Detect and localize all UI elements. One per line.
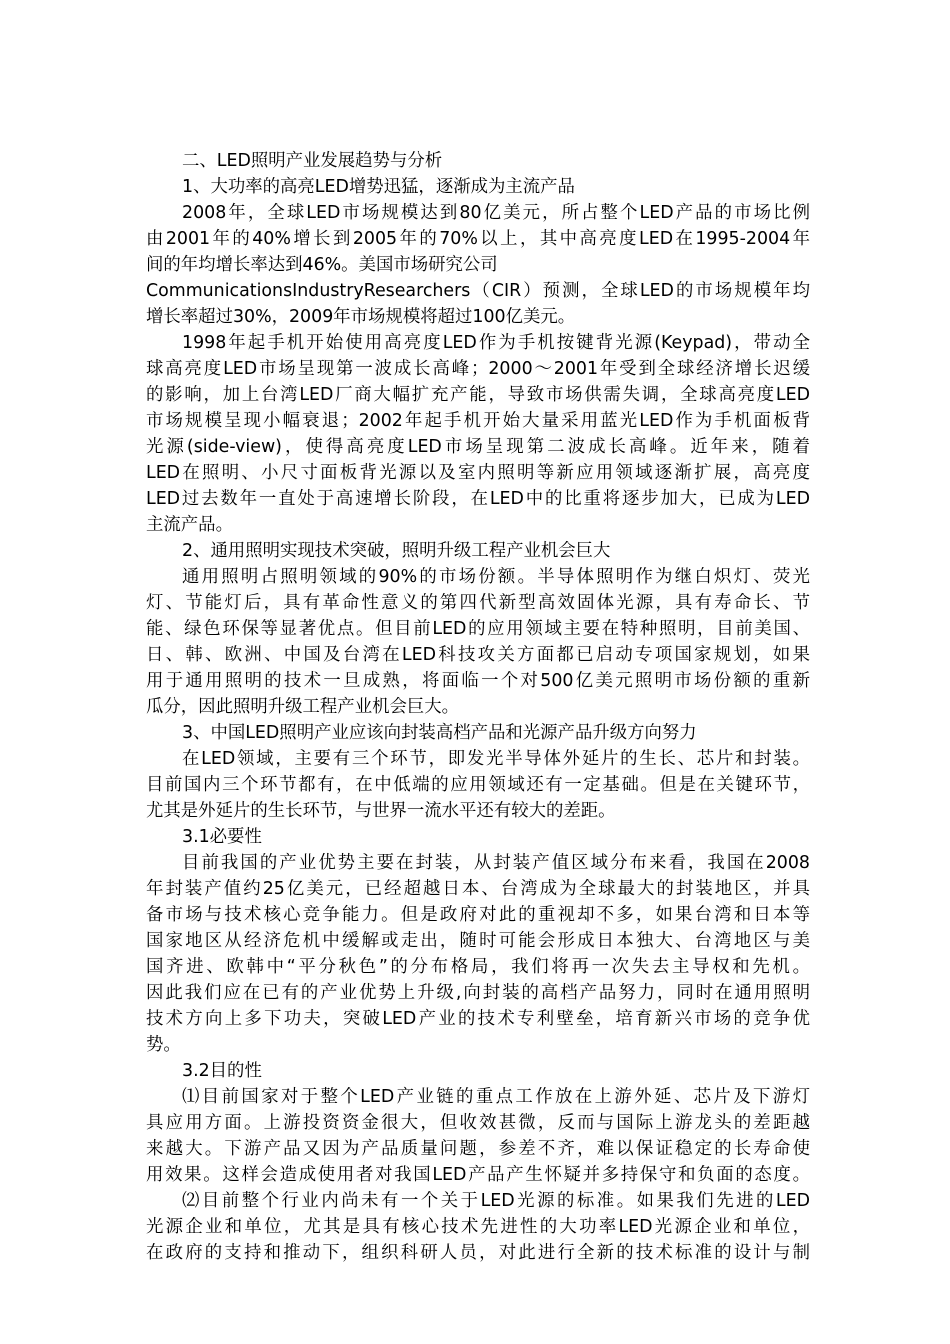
text-line: 在LED领域，主要有三个环节，即发光半导体外延片的生长、芯片和封装。: [182, 749, 810, 769]
text-line: 光源(side-view)，使得高亮度LED市场呈现第二波成长高峰。近年来，随着: [146, 437, 810, 457]
text-line: ⑴目前国家对于整个LED产业链的重点工作放在上游外延、芯片及下游灯: [182, 1087, 810, 1107]
text-line: CommunicationsIndustryResearchers（CIR）预测，全球LED的市场规模年均: [146, 281, 810, 301]
text-line: 因此我们应在已有的产业优势上升级,向封装的高档产品努力，同时在通用照明: [146, 983, 810, 1003]
text-line: 3、中国LED照明产业应该向封装高档产品和光源产品升级方向努力: [182, 723, 697, 743]
text-line: 光源企业和单位，尤其是具有核心技术先进性的大功率LED光源企业和单位，: [146, 1217, 810, 1237]
text-line: 通用照明占照明领域的90%的市场份额。半导体照明作为继白炽灯、荧光: [182, 567, 810, 587]
text-line: 的影响，加上台湾LED厂商大幅扩充产能，导致市场供需失调，全球高亮度LED: [146, 385, 810, 405]
text-line: LED过去数年一直处于高速增长阶段，在LED中的比重将逐步加大，已成为LED: [146, 489, 810, 509]
text-line: 2、通用照明实现技术突破，照明升级工程产业机会巨大: [182, 541, 611, 561]
text-line: 1、大功率的高亮LED增势迅猛，逐渐成为主流产品: [182, 177, 575, 197]
text-line: 用于通用照明的技术一旦成熟，将面临一个对500亿美元照明市场份额的重新: [146, 671, 810, 691]
text-line: 用效果。这样会造成使用者对我国LED产品产生怀疑并多持保守和负面的态度。: [146, 1165, 810, 1185]
text-line: 具应用方面。上游投资资金很大，但收效甚微，反而与国际上游龙头的差距越: [146, 1113, 810, 1133]
text-line: 市场规模呈现小幅衰退；2002年起手机开始大量采用蓝光LED作为手机面板背: [146, 411, 810, 431]
text-line: 年封装产值约25亿美元，已经超越日本、台湾成为全球最大的封装地区，并具: [146, 879, 810, 899]
text-line: 3.1必要性: [182, 827, 262, 847]
text-line: 尤其是外延片的生长环节，与世界一流水平还有较大的差距。: [146, 801, 616, 821]
text-line: 2008年，全球LED市场规模达到80亿美元，所占整个LED产品的市场比例: [182, 203, 810, 223]
text-line: 间的年均增长率达到46%。美国市场研究公司: [146, 255, 498, 275]
text-line: 由2001年的40%增长到2005年的70%以上，其中高亮度LED在1995-2004年: [146, 229, 810, 249]
document-page: [146, 148, 810, 1266]
text-line: 备市场与技术核心竞争能力。但是政府对此的重视却不多，如果台湾和日本等: [146, 905, 810, 925]
text-line: 瓜分，因此照明升级工程产业机会巨大。: [146, 697, 460, 717]
text-line: 来越大。下游产品又因为产品质量问题，参差不齐，难以保证稳定的长寿命使: [146, 1139, 810, 1159]
text-line: 1998年起手机开始使用高亮度LED作为手机按键背光源(Keypad)，带动全: [182, 333, 810, 353]
text-line: 目前我国的产业优势主要在封装，从封装产值区域分布来看，我国在2008: [182, 853, 810, 873]
text-line: 势。: [146, 1035, 181, 1055]
text-line: 能、绿色环保等显著优点。但目前LED的应用领域主要在特种照明，目前美国、: [146, 619, 810, 639]
text-line: 主流产品。: [146, 515, 233, 535]
text-line: 球高亮度LED市场呈现第一波成长高峰；2000～2001年受到全球经济增长迟缓: [146, 359, 810, 379]
text-line: 二、LED照明产业发展趋势与分析: [182, 151, 443, 171]
text-line: 目前国内三个环节都有，在中低端的应用领域还有一定基础。但是在关键环节，: [146, 775, 810, 795]
text-line: 国齐进、欧韩中“平分秋色”的分布格局，我们将再一次失去主导权和先机。: [146, 957, 810, 977]
text-line: 国家地区从经济危机中缓解或走出，随时可能会形成日本独大、台湾地区与美: [146, 931, 810, 951]
text-line: ⑵目前整个行业内尚未有一个关于LED光源的标准。如果我们先进的LED: [182, 1191, 810, 1211]
text-line: 技术方向上多下功夫，突破LED产业的技术专利壁垒，培育新兴市场的竞争优: [146, 1009, 810, 1029]
text-line: 3.2目的性: [182, 1061, 262, 1081]
text-line: 增长率超过30%，2009年市场规模将超过100亿美元。: [146, 307, 576, 327]
text-line: 在政府的支持和推动下，组织科研人员，对此进行全新的技术标准的设计与制: [146, 1243, 810, 1263]
text-line: LED在照明、小尺寸面板背光源以及室内照明等新应用领域逐渐扩展，高亮度: [146, 463, 810, 483]
text-line: 日、韩、欧洲、中国及台湾在LED科技攻关方面都已启动专项国家规划，如果: [146, 645, 810, 665]
text-line: 灯、节能灯后，具有革命性意义的第四代新型高效固体光源，具有寿命长、节: [146, 593, 810, 613]
